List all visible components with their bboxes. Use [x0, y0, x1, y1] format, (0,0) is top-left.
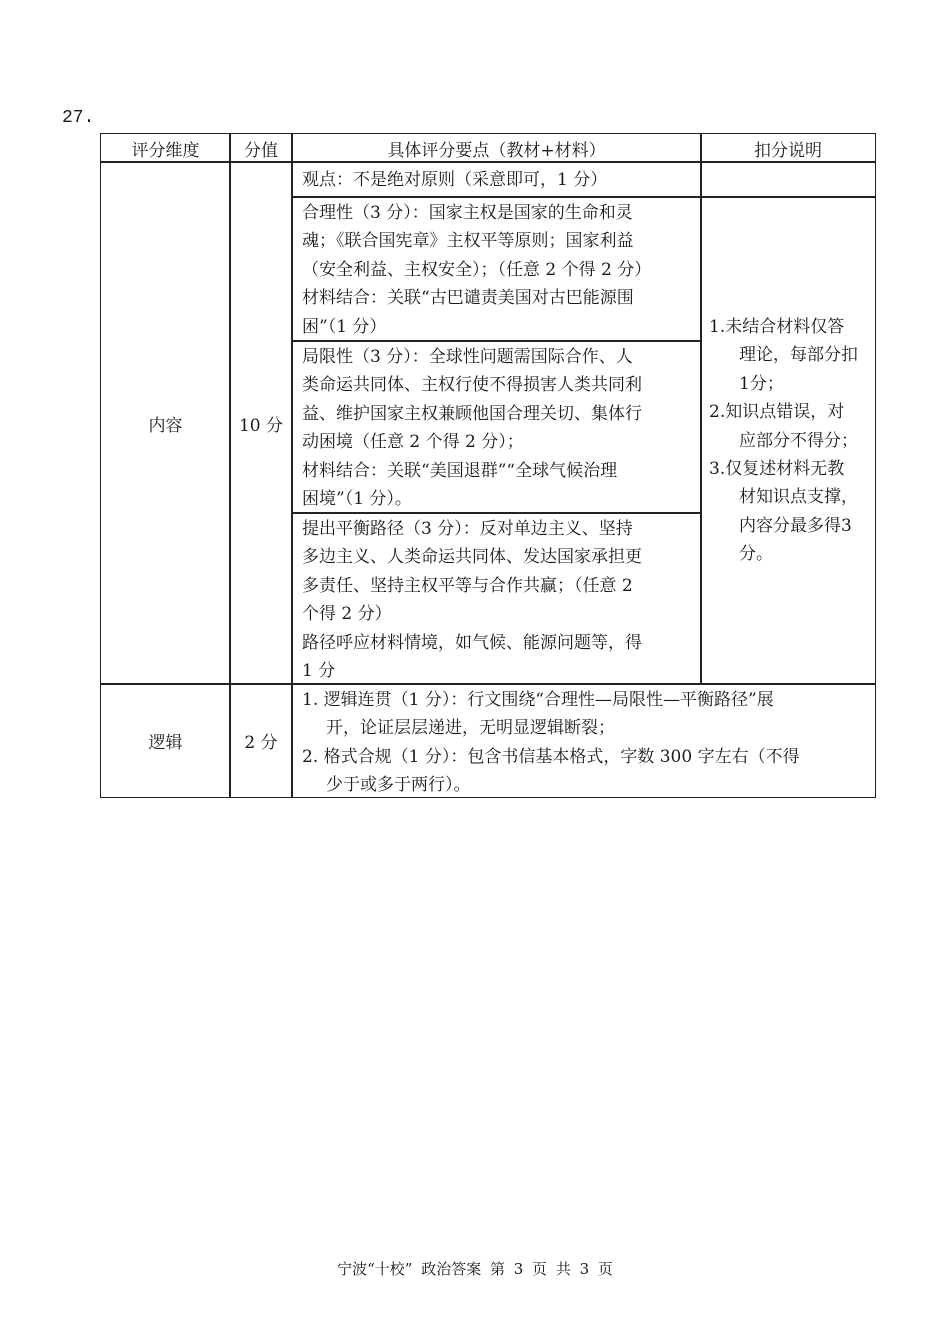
text-line: 益、维护国家主权兼顾他国合理关切、集体行 [302, 403, 642, 424]
text-line: 魂；《联合国宪章》主权平等原则；国家利益 [302, 231, 634, 252]
header-score: 分值 [229, 133, 293, 163]
text-line: 1 分 [302, 660, 336, 681]
text-line: 2. 格式合规（1 分）：包含书信基本格式，字数 300 字左右（不得 [302, 746, 800, 767]
text-line: 材知识点支撑， [739, 487, 858, 508]
viewpoint-text: 观点：不是绝对原则（采意即可，1 分） [302, 170, 608, 190]
text-line: 分。 [739, 544, 773, 565]
text-line: 路径呼应材料情境，如气候、能源问题等，得 [302, 632, 642, 653]
balance-path-cell [291, 512, 702, 685]
text-line: 3.仅复述材料无教 [709, 458, 845, 479]
rationality-cell [291, 196, 702, 342]
text-line: 多责任、坚持主权平等与合作共赢；（任意 2 [302, 575, 633, 596]
viewpoint-cell [291, 161, 702, 198]
header-deduction: 扣分说明 [700, 133, 876, 163]
text-line: 1分； [739, 373, 784, 394]
content-score: 10 分 [229, 161, 293, 685]
text-line: 应部分不得分； [739, 430, 858, 451]
limitation-cell [291, 340, 702, 514]
text-line: 提出平衡路径（3 分）：反对单边主义、坚持 [302, 519, 633, 539]
text-line: 困境”（1 分）。 [302, 488, 412, 509]
text-line: 困”（1 分） [302, 316, 387, 337]
content-dimension: 内容 [100, 161, 231, 685]
header-dimension: 评分维度 [100, 133, 231, 163]
viewpoint-deduction-cell [700, 161, 876, 198]
text-line: 多边主义、人类命运共同体、发达国家承担更 [302, 547, 642, 568]
text-line: 少于或多于两行）。 [326, 775, 471, 796]
text-line: 1. 逻辑连贯（1 分）：行文围绕“合理性—局限性—平衡路径”展 [302, 690, 774, 710]
page-footer: 宁波“十校” 政治答案 第 3 页 共 3 页 [337, 1260, 613, 1278]
logic-cell [291, 683, 876, 798]
text-line: 动困境（任意 2 个得 2 分）； [302, 432, 524, 453]
text-line: 个得 2 分） [302, 604, 392, 625]
text-line: 局限性（3 分）：全球性问题需国际合作、人 [302, 347, 633, 367]
text-line: 类命运共同体、主权行使不得损害人类共同利 [302, 375, 642, 396]
header-points: 具体评分要点（教材+材料） [291, 133, 702, 163]
question-number: 27. [62, 108, 95, 128]
text-line: 材料结合：关联“古巴谴责美国对古巴能源围 [302, 288, 634, 309]
text-line: 内容分最多得3 [739, 515, 852, 536]
text-line: 1.未结合材料仅答 [709, 317, 845, 337]
logic-dimension: 逻辑 [100, 683, 231, 798]
deduction-cell [700, 196, 876, 685]
text-line: 理论，每部分扣 [739, 345, 858, 366]
text-line: 开，论证层层递进，无明显逻辑断裂； [326, 718, 615, 739]
logic-score: 2 分 [229, 683, 293, 798]
text-line: 2.知识点错误，对 [709, 402, 845, 423]
text-line: 合理性（3 分）：国家主权是国家的生命和灵 [302, 203, 633, 223]
text-line: （安全利益、主权安全）；（任意 2 个得 2 分） [302, 259, 652, 280]
text-line: 材料结合：关联“美国退群”“全球气候治理 [302, 460, 618, 481]
